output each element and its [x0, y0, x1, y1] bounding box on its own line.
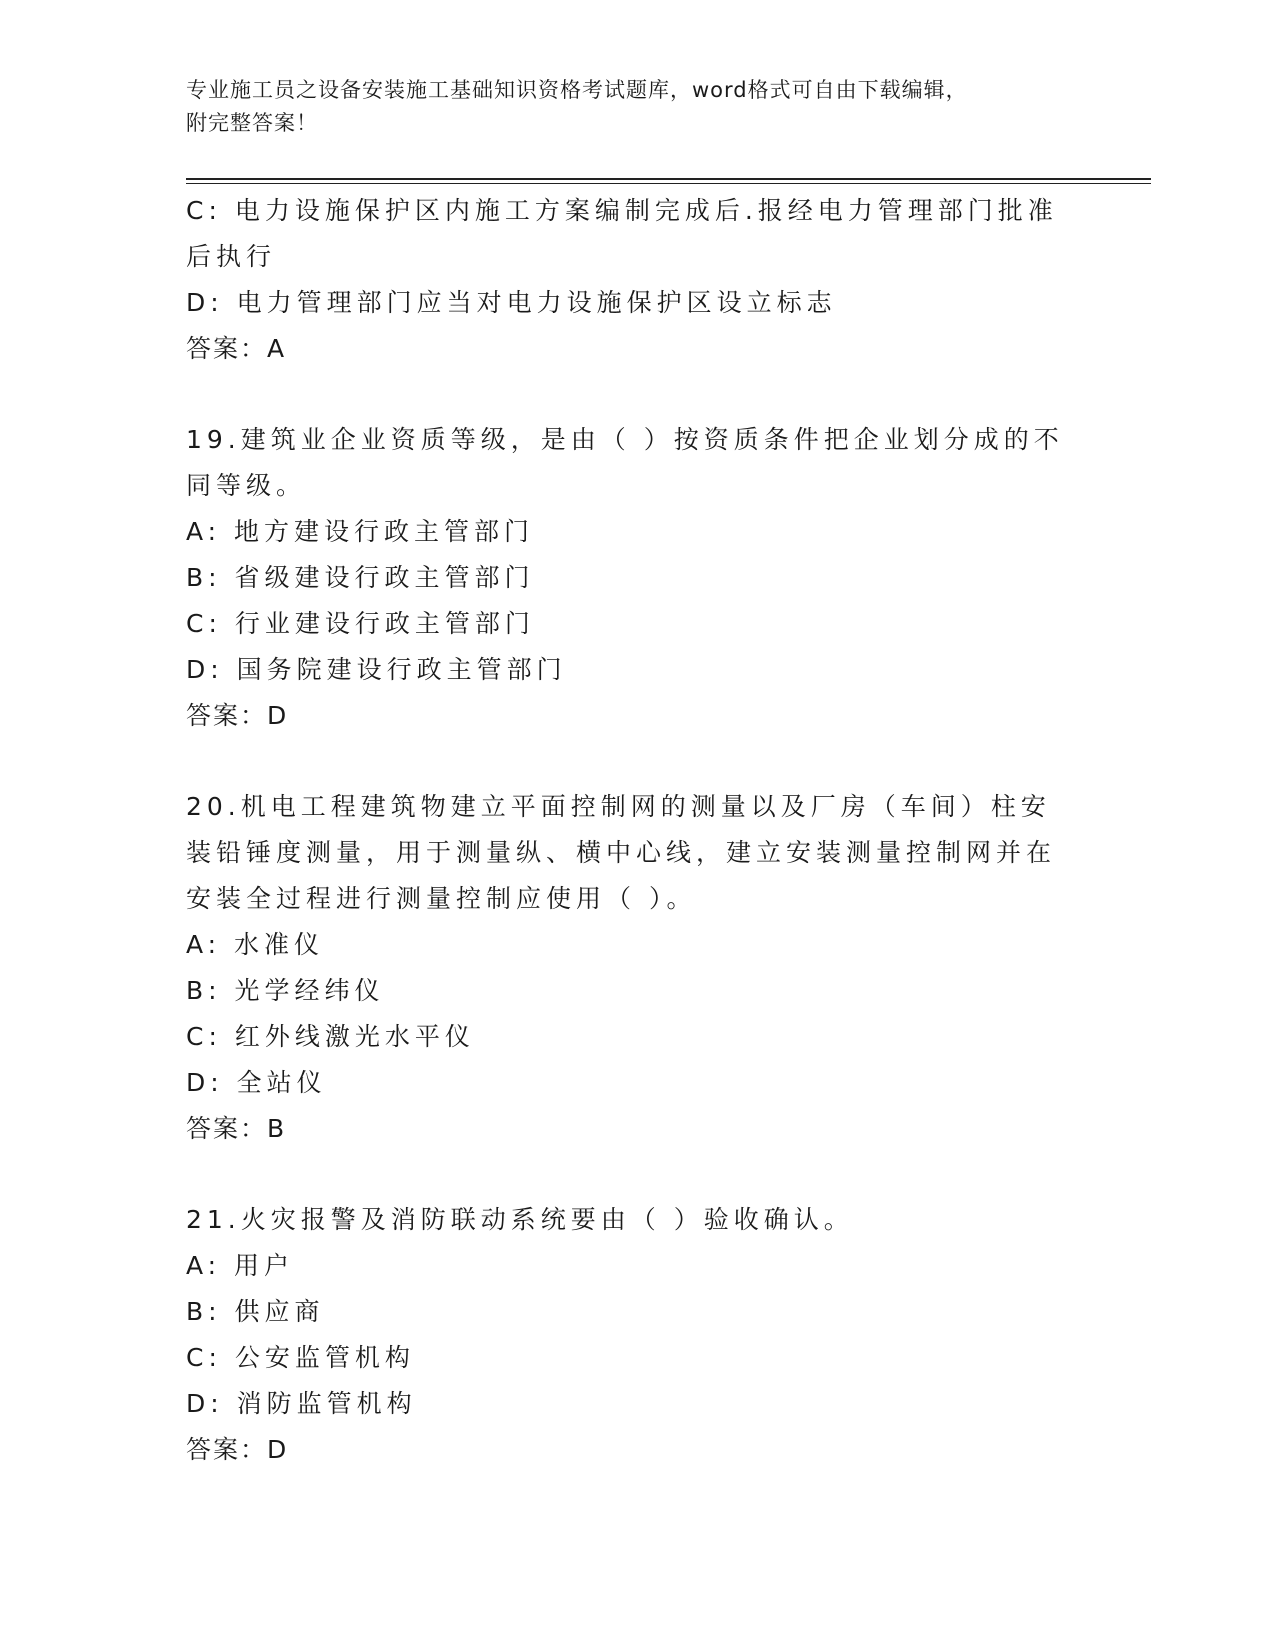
question-19 — [186, 417, 1066, 739]
option-d: D: 电力管理部门应当对电力设施保护区设立标志 — [186, 288, 837, 317]
document-header — [186, 74, 1066, 140]
option-b: B: 光学经纬仪 — [186, 976, 385, 1005]
option-a: A: 用户 — [186, 1251, 295, 1280]
option-b: B: 供应商 — [186, 1297, 325, 1326]
question-stem: 21.火灾报警及消防联动系统要由（ ）验收确认。 — [186, 1205, 854, 1234]
option-c: C: 公安监管机构 — [186, 1343, 415, 1372]
header-title-line-1: 专业施工员之设备安装施工基础知识资格考试题库，word格式可自由下载编辑， — [186, 78, 968, 102]
header-title-line-2: 附完整答案！ — [186, 111, 318, 135]
option-c: C: 电力设施保护区内施工方案编制完成后.报经电力管理部门批准后执行 — [186, 196, 1058, 271]
question-list — [186, 188, 1066, 1473]
spacer — [186, 1152, 1066, 1197]
option-c: C: 红外线激光水平仪 — [186, 1022, 475, 1051]
answer-line: 答案：A — [186, 334, 287, 363]
option-d: D: 国务院建设行政主管部门 — [186, 655, 567, 684]
option-d: D: 全站仪 — [186, 1068, 327, 1097]
question-18-tail — [186, 188, 1066, 372]
question-21 — [186, 1197, 1066, 1473]
answer-line: 答案：B — [186, 1114, 287, 1143]
option-d: D: 消防监管机构 — [186, 1389, 417, 1418]
question-stem: 19.建筑业企业资质等级，是由（ ）按资质条件把企业划分成的不同等级。 — [186, 425, 1064, 500]
option-a: A: 水准仪 — [186, 930, 325, 959]
question-stem: 20.机电工程建筑物建立平面控制网的测量以及厂房（车间）柱安装铅锤度测量，用于测量纵、横中心线，建立安装测量控制网并在安装全过程进行测量控制应使用（ ）。 — [186, 792, 1057, 913]
answer-line: 答案：D — [186, 1435, 289, 1464]
option-a: A: 地方建设行政主管部门 — [186, 517, 535, 546]
option-c: C: 行业建设行政主管部门 — [186, 609, 535, 638]
spacer — [186, 372, 1066, 417]
question-20 — [186, 784, 1066, 1152]
header-rule-thin — [186, 183, 1151, 184]
answer-line: 答案：D — [186, 701, 289, 730]
header-rule-thick — [186, 178, 1151, 180]
option-b: B: 省级建设行政主管部门 — [186, 563, 535, 592]
spacer — [186, 739, 1066, 784]
